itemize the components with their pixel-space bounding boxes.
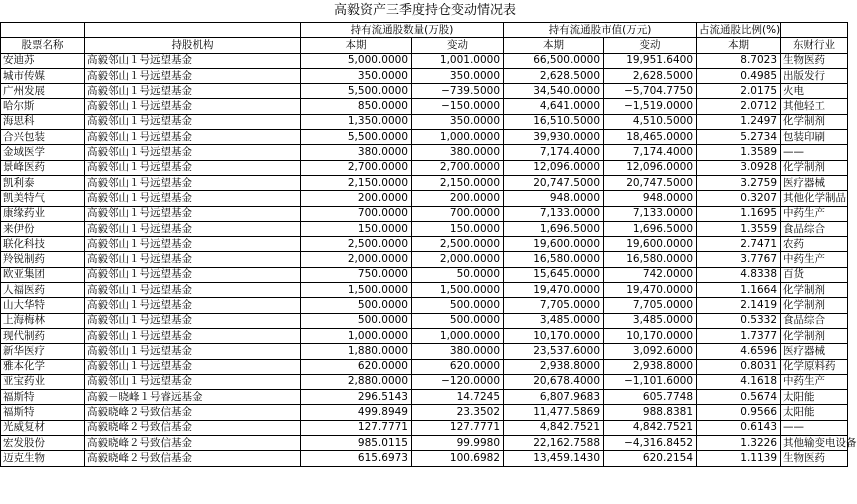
cell-qty-current: 296.5143: [301, 390, 412, 405]
cell-institution: 高毅邻山１号远望基金: [85, 206, 301, 221]
cell-value-change: 19,470.0000: [604, 283, 697, 298]
cell-value-change: 19,600.0000: [604, 237, 697, 252]
cell-institution: 高毅邻山１号远望基金: [85, 359, 301, 374]
cell-stock-name: 来伊份: [1, 221, 85, 236]
cell-stock-name: 亚宝药业: [1, 374, 85, 389]
cell-qty-current: 5,500.0000: [301, 130, 412, 145]
cell-ratio: 0.9566: [697, 405, 781, 420]
cell-industry: 中药生产: [781, 206, 848, 221]
cell-qty-change: 200.0000: [412, 191, 504, 206]
cell-industry: 其他输变电设备: [781, 436, 848, 451]
cell-industry: 生物医药: [781, 53, 848, 68]
cell-value-change: 4,842.7521: [604, 420, 697, 435]
cell-qty-current: 2,880.0000: [301, 374, 412, 389]
cell-value-change: 948.0000: [604, 191, 697, 206]
cell-qty-current: 5,000.0000: [301, 53, 412, 68]
cell-industry: 其他化学制品: [781, 191, 848, 206]
cell-qty-current: 2,500.0000: [301, 237, 412, 252]
cell-stock-name: 海思科: [1, 114, 85, 129]
cell-value-current: 11,477.5869: [504, 405, 604, 420]
cell-value-change: 3,092.6000: [604, 344, 697, 359]
page-title: 高毅资产三季度持仓变动情况表: [333, 3, 516, 18]
cell-qty-change: 700.0000: [412, 206, 504, 221]
header-qty-change: 变动: [412, 38, 504, 53]
cell-qty-change: 380.0000: [412, 344, 504, 359]
cell-institution: 高毅邻山１号远望基金: [85, 298, 301, 313]
cell-ratio: 3.2759: [697, 175, 781, 190]
cell-value-change: −1,101.6000: [604, 374, 697, 389]
cell-institution: 高毅邻山１号远望基金: [85, 313, 301, 328]
cell-stock-name: 福斯特: [1, 390, 85, 405]
table-row: [1, 267, 848, 282]
cell-institution: 高毅晓峰２号致信基金: [85, 436, 301, 451]
cell-qty-current: 127.7771: [301, 420, 412, 435]
cell-qty-change: −150.0000: [412, 99, 504, 114]
cell-value-current: 16,510.5000: [504, 114, 604, 129]
table-row: [1, 390, 848, 405]
cell-value-current: 22,162.7588: [504, 436, 604, 451]
cell-qty-change: −120.0000: [412, 374, 504, 389]
cell-stock-name: 山大华特: [1, 298, 85, 313]
table-row: [1, 420, 848, 435]
cell-institution: 高毅邻山１号远望基金: [85, 252, 301, 267]
cell-value-change: 20,747.5000: [604, 175, 697, 190]
cell-ratio: 1.7377: [697, 328, 781, 343]
cell-industry: 化学制剂: [781, 328, 848, 343]
cell-value-change: 2,628.5000: [604, 68, 697, 83]
cell-ratio: 8.7023: [697, 53, 781, 68]
cell-stock-name: 金域医学: [1, 145, 85, 160]
cell-value-current: 7,133.0000: [504, 206, 604, 221]
header-row-bottom: [1, 38, 848, 53]
cell-ratio: 2.1419: [697, 298, 781, 313]
cell-stock-name: 欧亚集团: [1, 267, 85, 282]
cell-qty-current: 985.0115: [301, 436, 412, 451]
cell-qty-current: 1,500.0000: [301, 283, 412, 298]
cell-stock-name: 合兴包装: [1, 130, 85, 145]
cell-industry: 化学制剂: [781, 298, 848, 313]
cell-value-change: 18,465.0000: [604, 130, 697, 145]
table-row: [1, 328, 848, 343]
cell-value-current: 20,678.4000: [504, 374, 604, 389]
cell-industry: 食品综合: [781, 221, 848, 236]
table-row: [1, 68, 848, 83]
cell-stock-name: 羚锐制药: [1, 252, 85, 267]
cell-ratio: 5.2734: [697, 130, 781, 145]
cell-stock-name: 广州发展: [1, 84, 85, 99]
cell-qty-current: 1,350.0000: [301, 114, 412, 129]
cell-qty-change: 1,500.0000: [412, 283, 504, 298]
cell-value-current: 7,174.4000: [504, 145, 604, 160]
table-row: [1, 84, 848, 99]
cell-ratio: 1.3226: [697, 436, 781, 451]
cell-industry: 农药: [781, 237, 848, 252]
cell-ratio: 0.4985: [697, 68, 781, 83]
cell-industry: 火电: [781, 84, 848, 99]
cell-value-change: 7,705.0000: [604, 298, 697, 313]
cell-stock-name: 雅本化学: [1, 359, 85, 374]
cell-value-current: 948.0000: [504, 191, 604, 206]
cell-industry: ——: [781, 420, 848, 435]
cell-institution: 高毅邻山１号远望基金: [85, 267, 301, 282]
table-row: [1, 145, 848, 160]
header-blank: [781, 23, 848, 38]
cell-qty-change: 23.3502: [412, 405, 504, 420]
cell-value-change: −1,519.0000: [604, 99, 697, 114]
cell-value-current: 12,096.0000: [504, 160, 604, 175]
cell-industry: 化学原料药: [781, 359, 848, 374]
cell-stock-name: 景峰医药: [1, 160, 85, 175]
cell-value-current: 6,807.9683: [504, 390, 604, 405]
cell-value-current: 3,485.0000: [504, 313, 604, 328]
cell-qty-current: 615.6973: [301, 451, 412, 466]
table-row: [1, 206, 848, 221]
cell-qty-change: 150.0000: [412, 221, 504, 236]
table-row: [1, 451, 848, 466]
cell-ratio: 0.8031: [697, 359, 781, 374]
cell-value-change: 10,170.0000: [604, 328, 697, 343]
cell-ratio: 1.2497: [697, 114, 781, 129]
header-row-top: [1, 23, 848, 38]
cell-value-current: 16,580.0000: [504, 252, 604, 267]
cell-qty-current: 500.0000: [301, 298, 412, 313]
cell-ratio: 4.6596: [697, 344, 781, 359]
cell-ratio: 2.7471: [697, 237, 781, 252]
cell-value-current: 13,459.1430: [504, 451, 604, 466]
table-row: [1, 359, 848, 374]
cell-institution: 高毅邻山１号远望基金: [85, 114, 301, 129]
table-row: [1, 53, 848, 68]
cell-industry: 中药生产: [781, 252, 848, 267]
cell-stock-name: 康缘药业: [1, 206, 85, 221]
cell-value-change: 16,580.0000: [604, 252, 697, 267]
cell-ratio: 0.5332: [697, 313, 781, 328]
cell-industry: 包装印刷: [781, 130, 848, 145]
cell-qty-change: 500.0000: [412, 313, 504, 328]
cell-industry: 化学制剂: [781, 160, 848, 175]
table-row: [1, 175, 848, 190]
cell-institution: 高毅晓峰２号致信基金: [85, 451, 301, 466]
cell-stock-name: 人福医药: [1, 283, 85, 298]
cell-stock-name: 上海梅林: [1, 313, 85, 328]
table-row: [1, 99, 848, 114]
cell-qty-change: 620.0000: [412, 359, 504, 374]
table-row: [1, 374, 848, 389]
cell-qty-change: 50.0000: [412, 267, 504, 282]
header-blank: [1, 23, 85, 38]
header-institution: 持股机构: [85, 38, 301, 53]
cell-institution: 高毅邻山１号远望基金: [85, 283, 301, 298]
cell-value-current: 19,470.0000: [504, 283, 604, 298]
cell-qty-change: 350.0000: [412, 68, 504, 83]
cell-qty-current: 750.0000: [301, 267, 412, 282]
cell-stock-name: 城市传媒: [1, 68, 85, 83]
header-stock-name: 股票名称: [1, 38, 85, 53]
cell-ratio: 1.1664: [697, 283, 781, 298]
header-ratio-current: 本期: [697, 38, 781, 53]
cell-ratio: 1.1695: [697, 206, 781, 221]
cell-stock-name: 新华医疗: [1, 344, 85, 359]
cell-value-current: 4,842.7521: [504, 420, 604, 435]
cell-qty-change: −739.5000: [412, 84, 504, 99]
cell-stock-name: 联化科技: [1, 237, 85, 252]
header-industry: 东财行业: [781, 38, 848, 53]
cell-industry: 中药生产: [781, 374, 848, 389]
header-ratio-group: 占流通股比例(%): [697, 23, 781, 38]
cell-industry: 化学制剂: [781, 283, 848, 298]
cell-value-current: 1,696.5000: [504, 221, 604, 236]
cell-industry: 生物医药: [781, 451, 848, 466]
cell-qty-current: 200.0000: [301, 191, 412, 206]
holdings-table: [0, 22, 857, 467]
cell-value-current: 23,537.6000: [504, 344, 604, 359]
cell-qty-change: 350.0000: [412, 114, 504, 129]
cell-value-change: 620.2154: [604, 451, 697, 466]
cell-institution: 高毅邻山１号远望基金: [85, 99, 301, 114]
cell-qty-current: 1,880.0000: [301, 344, 412, 359]
cell-industry: 出版发行: [781, 68, 848, 83]
cell-ratio: 4.1618: [697, 374, 781, 389]
header-qty-current: 本期: [301, 38, 412, 53]
cell-value-change: 742.0000: [604, 267, 697, 282]
cell-institution: 高毅邻山１号远望基金: [85, 191, 301, 206]
table-row: [1, 237, 848, 252]
cell-stock-name: 凯美特气: [1, 191, 85, 206]
cell-institution: 高毅邻山１号远望基金: [85, 84, 301, 99]
table-row: [1, 191, 848, 206]
cell-qty-current: 700.0000: [301, 206, 412, 221]
cell-value-current: 2,938.8000: [504, 359, 604, 374]
cell-stock-name: 凯利泰: [1, 175, 85, 190]
cell-value-change: 19,951.6400: [604, 53, 697, 68]
cell-institution: 高毅邻山１号远望基金: [85, 221, 301, 236]
cell-institution: 高毅邻山１号远望基金: [85, 160, 301, 175]
cell-ratio: 0.5674: [697, 390, 781, 405]
cell-stock-name: 安迪苏: [1, 53, 85, 68]
table-row: [1, 344, 848, 359]
cell-qty-current: 2,700.0000: [301, 160, 412, 175]
table-row: [1, 405, 848, 420]
cell-qty-change: 2,700.0000: [412, 160, 504, 175]
cell-value-change: −4,316.8452: [604, 436, 697, 451]
cell-value-change: 2,938.8000: [604, 359, 697, 374]
cell-qty-change: 1,001.0000: [412, 53, 504, 68]
cell-institution: 高毅邻山１号远望基金: [85, 145, 301, 160]
cell-institution: 高毅邻山１号远望基金: [85, 344, 301, 359]
cell-qty-current: 620.0000: [301, 359, 412, 374]
cell-qty-current: 2,150.0000: [301, 175, 412, 190]
table-row: [1, 160, 848, 175]
cell-institution: 高毅邻山１号远望基金: [85, 374, 301, 389]
cell-institution: 高毅晓峰２号致信基金: [85, 420, 301, 435]
cell-qty-change: 2,500.0000: [412, 237, 504, 252]
cell-qty-current: 5,500.0000: [301, 84, 412, 99]
cell-stock-name: 福斯特: [1, 405, 85, 420]
cell-ratio: 1.3559: [697, 221, 781, 236]
table-row: [1, 130, 848, 145]
cell-value-current: 34,540.0000: [504, 84, 604, 99]
header-value-change: 变动: [604, 38, 697, 53]
cell-qty-change: 380.0000: [412, 145, 504, 160]
cell-value-current: 19,600.0000: [504, 237, 604, 252]
cell-qty-change: 127.7771: [412, 420, 504, 435]
cell-qty-change: 14.7245: [412, 390, 504, 405]
cell-stock-name: 宏发股份: [1, 436, 85, 451]
cell-qty-change: 500.0000: [412, 298, 504, 313]
cell-value-change: 12,096.0000: [604, 160, 697, 175]
cell-ratio: 0.3207: [697, 191, 781, 206]
cell-value-change: −5,704.7750: [604, 84, 697, 99]
cell-value-current: 10,170.0000: [504, 328, 604, 343]
cell-qty-current: 499.8949: [301, 405, 412, 420]
cell-industry: 太阳能: [781, 390, 848, 405]
cell-stock-name: 哈尔斯: [1, 99, 85, 114]
cell-value-change: 4,510.5000: [604, 114, 697, 129]
cell-value-change: 988.8381: [604, 405, 697, 420]
cell-value-change: 7,133.0000: [604, 206, 697, 221]
cell-ratio: 3.7767: [697, 252, 781, 267]
cell-ratio: 2.0712: [697, 99, 781, 114]
table-body: [1, 53, 857, 466]
cell-ratio: 1.3589: [697, 145, 781, 160]
cell-qty-change: 1,000.0000: [412, 130, 504, 145]
table-row: [1, 221, 848, 236]
cell-value-change: 1,696.5000: [604, 221, 697, 236]
cell-ratio: 1.1139: [697, 451, 781, 466]
cell-qty-change: 100.6982: [412, 451, 504, 466]
table-row: [1, 283, 848, 298]
cell-institution: 高毅邻山１号远望基金: [85, 237, 301, 252]
cell-value-current: 15,645.0000: [504, 267, 604, 282]
table-row: [1, 436, 848, 451]
cell-institution: 高毅－晓峰１号睿远基金: [85, 390, 301, 405]
cell-institution: 高毅邻山１号远望基金: [85, 53, 301, 68]
cell-institution: 高毅邻山１号远望基金: [85, 328, 301, 343]
cell-stock-name: 现代制药: [1, 328, 85, 343]
cell-value-current: 2,628.5000: [504, 68, 604, 83]
table-row: [1, 114, 848, 129]
cell-institution: 高毅邻山１号远望基金: [85, 175, 301, 190]
cell-industry: 其他轻工: [781, 99, 848, 114]
cell-stock-name: 迈克生物: [1, 451, 85, 466]
cell-qty-current: 500.0000: [301, 313, 412, 328]
cell-industry: ——: [781, 145, 848, 160]
cell-industry: 食品综合: [781, 313, 848, 328]
header-blank: [85, 23, 301, 38]
cell-qty-current: 1,000.0000: [301, 328, 412, 343]
cell-ratio: 2.0175: [697, 84, 781, 99]
cell-qty-change: 99.9980: [412, 436, 504, 451]
cell-qty-current: 380.0000: [301, 145, 412, 160]
cell-value-current: 39,930.0000: [504, 130, 604, 145]
header-value-group: 持有流通股市值(万元): [504, 23, 697, 38]
cell-ratio: 3.0928: [697, 160, 781, 175]
cell-value-current: 7,705.0000: [504, 298, 604, 313]
cell-value-current: 66,500.0000: [504, 53, 604, 68]
cell-industry: 化学制剂: [781, 114, 848, 129]
cell-institution: 高毅邻山１号远望基金: [85, 130, 301, 145]
header-value-current: 本期: [504, 38, 604, 53]
cell-qty-current: 350.0000: [301, 68, 412, 83]
table-row: [1, 298, 848, 313]
header-qty-group: 持有流通股数量(万股): [301, 23, 504, 38]
cell-value-current: 20,747.5000: [504, 175, 604, 190]
cell-value-change: 7,174.4000: [604, 145, 697, 160]
cell-ratio: 4.8338: [697, 267, 781, 282]
cell-value-change: 3,485.0000: [604, 313, 697, 328]
cell-institution: 高毅晓峰２号致信基金: [85, 405, 301, 420]
cell-stock-name: 光威复材: [1, 420, 85, 435]
cell-industry: 医疗器械: [781, 344, 848, 359]
cell-ratio: 0.6143: [697, 420, 781, 435]
cell-qty-change: 2,000.0000: [412, 252, 504, 267]
cell-value-change: 605.7748: [604, 390, 697, 405]
cell-qty-current: 850.0000: [301, 99, 412, 114]
table-row: [1, 313, 848, 328]
cell-industry: 医疗器械: [781, 175, 848, 190]
cell-value-current: 4,641.0000: [504, 99, 604, 114]
cell-industry: 太阳能: [781, 405, 848, 420]
cell-qty-change: 1,000.0000: [412, 328, 504, 343]
cell-qty-current: 150.0000: [301, 221, 412, 236]
cell-qty-change: 2,150.0000: [412, 175, 504, 190]
cell-industry: 百货: [781, 267, 848, 282]
cell-institution: 高毅邻山１号远望基金: [85, 68, 301, 83]
cell-qty-current: 2,000.0000: [301, 252, 412, 267]
table-row: [1, 252, 848, 267]
